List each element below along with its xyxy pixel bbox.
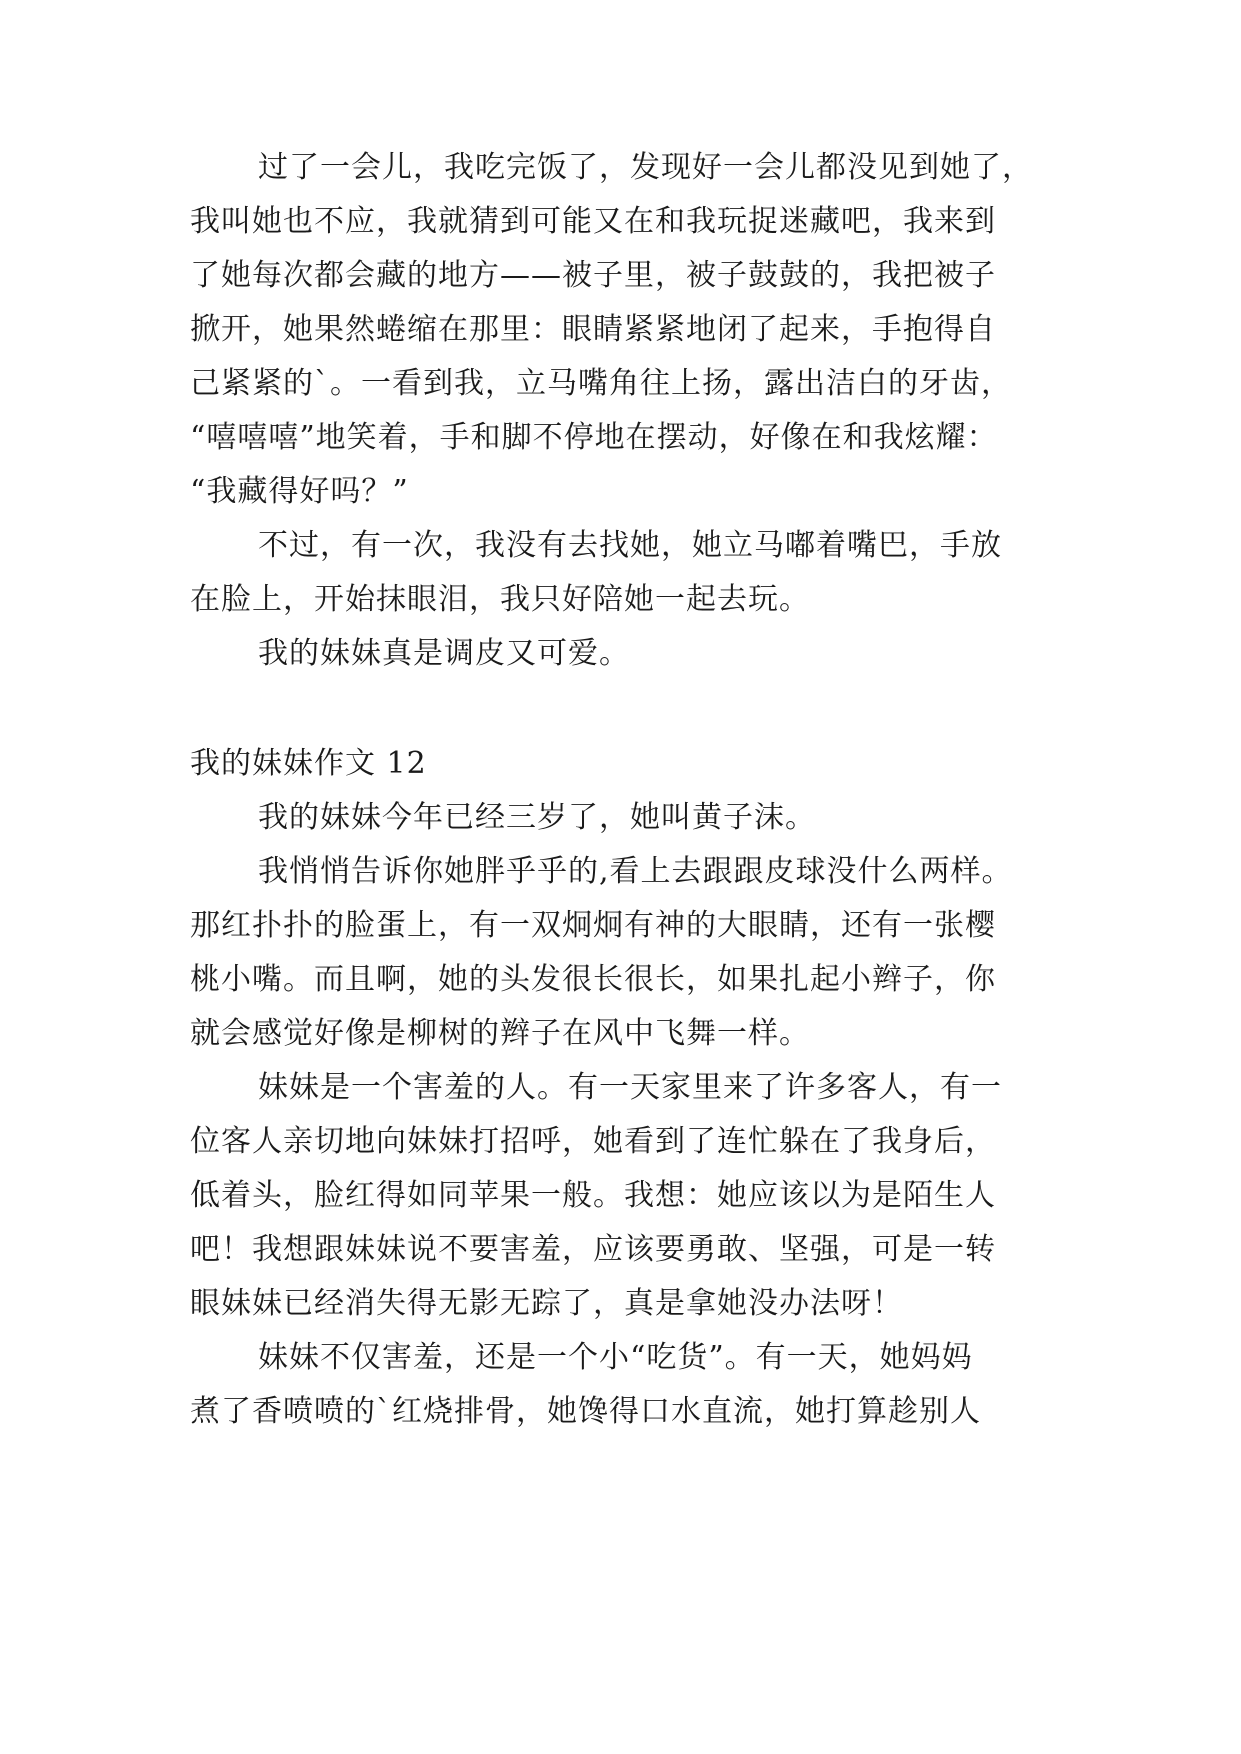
text-line: 己紧紧的`。一看到我，立马嘴角往上扬，露出洁白的牙齿， [190,366,1012,401]
text-line: 我的妹妹真是调皮又可爱。 [258,636,630,671]
text-line: 低着头，脸红得如同苹果一般。我想：她应该以为是陌生人 [190,1178,996,1213]
text-line: “我藏得好吗？” [190,474,409,509]
text-line: 位客人亲切地向妹妹打招呼，她看到了连忙躲在了我身后， [190,1124,996,1159]
text-line: 妹妹是一个害羞的人。有一天家里来了许多客人，有一 [258,1070,1002,1105]
text-line: 我叫她也不应，我就猜到可能又在和我玩捉迷藏吧，我来到 [190,204,996,239]
text-line: 妹妹不仅害羞，还是一个小“吃货”。有一天，她妈妈 [258,1340,973,1375]
text-line: “嘻嘻嘻”地笑着，手和脚不停地在摆动，好像在和我炫耀： [190,420,998,455]
text-line: 桃小嘴。而且啊，她的头发很长很长，如果扎起小辫子，你 [190,962,996,997]
text-line: 眼妹妹已经消失得无影无踪了，真是拿她没办法呀！ [190,1286,903,1321]
section-title: 我的妹妹作文 12 [190,746,427,781]
text-line: 吧！我想跟妹妹说不要害羞，应该要勇敢、坚强，可是一转 [190,1232,996,1267]
text-line: 掀开，她果然蜷缩在那里：眼睛紧紧地闭了起来，手抱得自 [190,312,996,347]
text-line: 过了一会儿，我吃完饭了，发现好一会儿都没见到她了， [258,150,1033,185]
text-line: 了她每次都会藏的地方——被子里，被子鼓鼓的，我把被子 [190,258,996,293]
text-line: 我悄悄告诉你她胖乎乎的,看上去跟跟皮球没什么两样。 [258,854,1013,889]
text-line: 在脸上，开始抹眼泪，我只好陪她一起去玩。 [190,582,810,617]
text-line: 煮了香喷喷的`红烧排骨，她馋得口水直流，她打算趁别人 [190,1394,981,1429]
text-line: 就会感觉好像是柳树的辫子在风中飞舞一样。 [190,1016,810,1051]
text-line: 那红扑扑的脸蛋上，有一双炯炯有神的大眼睛，还有一张樱 [190,908,996,943]
text-line: 我的妹妹今年已经三岁了，她叫黄子沫。 [258,800,816,835]
text-line: 不过，有一次，我没有去找她，她立马嘟着嘴巴，手放 [258,528,1002,563]
